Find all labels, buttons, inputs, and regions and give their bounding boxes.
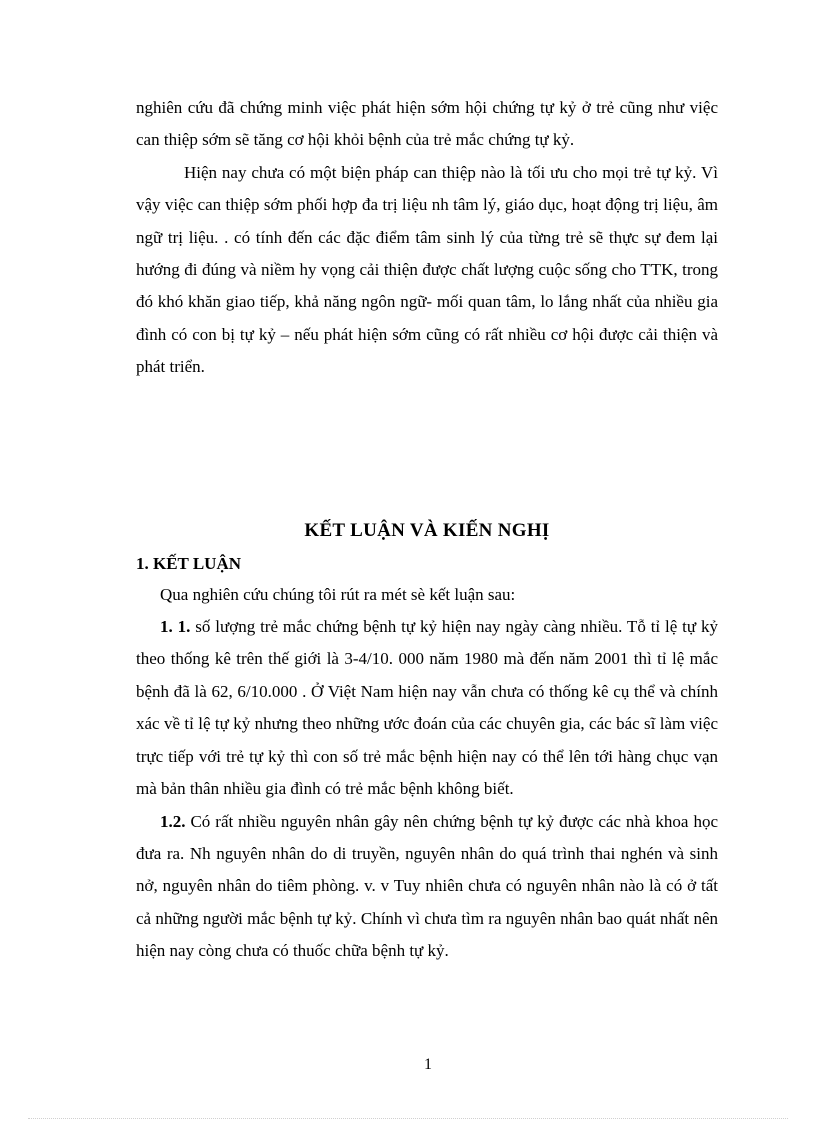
- section-title: KẾT LUẬN VÀ KIẾN NGHỊ: [304, 519, 550, 541]
- conclusion-item-2: [136, 806, 718, 968]
- spacer: [136, 384, 718, 516]
- item-text: số lượng trẻ mắc chứng bệnh tự kỷ hiện nay ngày càng nhiều. Tỗ tỉ lệ tự kỷ theo thống kê trên thế giới là 3-4/10. 000 năm 1980 mà đến năm 2001 thì tỉ lệ mắc bệnh đã là 62, 6/10.000 . Ở Việt Nam hiện nay vẫn chưa có thống kê cụ thể và chính xác về tỉ lệ tự kỷ nhưng theo những ước đoán của các chuyên gia, các bác sĩ làm việc trực tiếp với trẻ tự kỷ thì con số trẻ mắc bệnh hiện nay có thể lên tới hàng chục vạn mà bản thân nhiều gia đình có trẻ mắc bệnh không biết.: [136, 617, 718, 799]
- paragraph-intervention: Hiện nay chưa có một biện pháp can thiệp nào là tối ưu cho mọi trẻ tự kỷ. Vì vậy việc can thiệp sớm phối hợp đa trị liệu nh tâm lý, giáo dục, hoạt động trị liệu, âm ngữ trị liệu. . có tính đến các đặc điểm tâm sinh lý của từng trẻ sẽ thực sự đem lại hướng đi đúng và niềm hy vọng cải thiện được chất lượng cuộc sống cho TTK, trong đó khó khăn giao tiếp, khả năng ngôn ngữ- mối quan tâm, lo lắng nhất của nhiều gia đình có con bị tự kỷ – nếu phát hiện sớm cũng có rất nhiều cơ hội được cải thiện và phát triển.: [136, 162, 718, 377]
- item-text: Có rất nhiều nguyên nhân gây nên chứng bệnh tự kỷ được các nhà khoa học đưa ra. Nh nguyên nhân do di truyền, nguyên nhân do quá trình thai nghén và sinh nở, nguyên nhân do tiêm phòng. v. v Tuy nhiên chưa có nguyên nhân nào là có ở tất cả những người mắc bệnh tự kỷ. Chính vì chưa tìm ra nguyên nhân bao quát nhất nên hiện nay còng chưa có thuốc chữa bệnh tự kỷ.: [136, 811, 718, 961]
- item-label: 1.2.: [160, 811, 186, 831]
- item-label: 1. 1.: [160, 617, 191, 637]
- paragraph-continuation: nghiên cứu đã chứng minh việc phát hiện sớm hội chứng tự kỷ ở trẻ cũng như việc can thiệp sớm sẽ tăng cơ hội khỏi bệnh của trẻ mắc chứng tự kỷ.: [136, 98, 718, 150]
- section-heading-conclusion: 1. KẾT LUẬN: [136, 553, 242, 573]
- conclusion-intro: Qua nghiên cứu chúng tôi rút ra mét sè kết luận sau:: [160, 584, 516, 604]
- page-number: 1: [424, 1056, 432, 1073]
- page-bottom-divider: [28, 1118, 788, 1119]
- conclusion-item-1: [136, 611, 718, 805]
- document-body: [136, 92, 718, 968]
